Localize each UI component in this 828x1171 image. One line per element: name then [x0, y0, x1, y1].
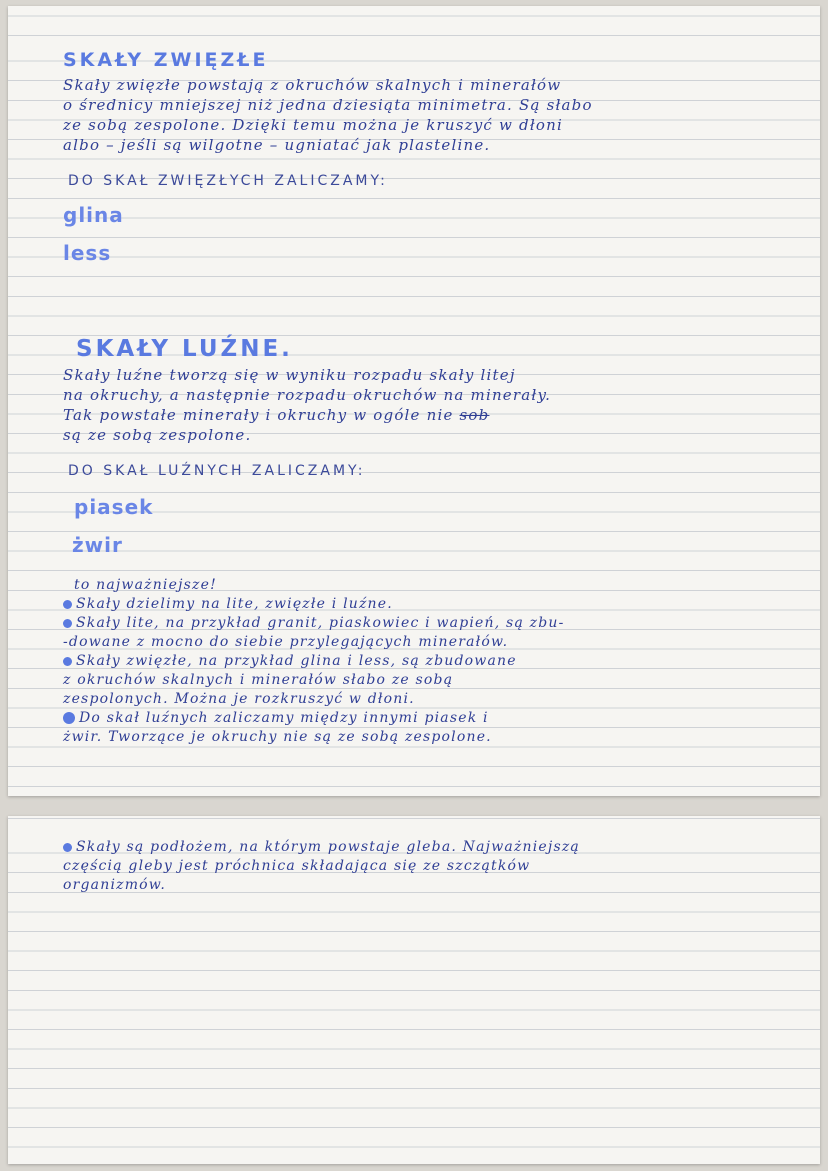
text-fragment: Tak powstałe minerały i okruchy w ogóle nie [63, 406, 454, 424]
summary-line: -dowane z mocno do siebie przylegających minerałów. [63, 634, 509, 650]
summary-line [63, 709, 810, 728]
text-line: Skały luźne tworzą się w wyniku rozpadu skały litej [63, 366, 516, 384]
list-item: glina [63, 203, 124, 227]
text-line-content: Skały są podłożem, na którym powstaje gleba. Najważniejszą [76, 839, 580, 855]
text-line: ze sobą zespolone. Dzięki temu można je kruszyć w dłoni [63, 116, 563, 134]
section-title-skaly-zwiezle: SKAŁY ZWIĘZŁE [63, 49, 269, 71]
summary-heading: to najważniejsze! [74, 577, 217, 593]
list-heading-skaly-luzne: DO SKAŁ LUŹNYCH ZALICZAMY: [68, 463, 366, 479]
bullet-icon [63, 657, 72, 666]
summary-line [63, 595, 810, 614]
bullet-icon [63, 600, 72, 609]
bullet-icon [63, 712, 75, 724]
list-item: less [63, 241, 112, 265]
notebook-page-1 [8, 6, 820, 796]
section-title-skaly-luzne: SKAŁY LUŹNE. [76, 336, 293, 362]
text-line: na okruchy, a następnie rozpadu okruchów na minerały. [63, 386, 552, 404]
list-item: piasek [74, 495, 154, 519]
summary-line-text: Skały dzielimy na lite, zwięzłe i luźne. [76, 596, 393, 612]
bullet-icon [63, 843, 72, 852]
summary-line [63, 652, 810, 671]
bullet-icon [63, 619, 72, 628]
text-line [63, 406, 810, 425]
text-line [63, 838, 810, 857]
summary-line: z okruchów skalnych i minerałów słabo ze sobą [63, 672, 454, 688]
text-line: o średnicy mniejszej niż jedna dziesiąta minimetra. Są słabo [63, 96, 593, 114]
list-heading-skaly-zwiezle: DO SKAŁ ZWIĘZŁYCH ZALICZAMY: [68, 173, 388, 189]
text-line: organizmów. [63, 877, 166, 893]
text-line: Skały zwięzłe powstają z okruchów skalnych i minerałów [63, 76, 562, 94]
text-line: są ze sobą zespolone. [63, 426, 252, 444]
crossed-out-word: sob [459, 406, 490, 424]
text-line: albo – jeśli są wilgotne – ugniatać jak plasteline. [63, 136, 491, 154]
summary-line-text: Do skał luźnych zaliczamy między innymi piasek i [79, 710, 489, 726]
notebook-page-2 [8, 816, 820, 1164]
summary-line [63, 614, 810, 633]
list-item: żwir [72, 533, 123, 557]
summary-line: żwir. Tworzące je okruchy nie są ze sobą zespolone. [63, 729, 492, 745]
summary-line-text: Skały zwięzłe, na przykład glina i less, są zbudowane [76, 653, 517, 669]
summary-line: zespolonych. Można je rozkruszyć w dłoni. [63, 691, 415, 707]
summary-line-text: Skały lite, na przykład granit, piaskowiec i wapień, są zbu- [76, 615, 565, 631]
text-line: częścią gleby jest próchnica składająca się ze szczątków [63, 858, 531, 874]
